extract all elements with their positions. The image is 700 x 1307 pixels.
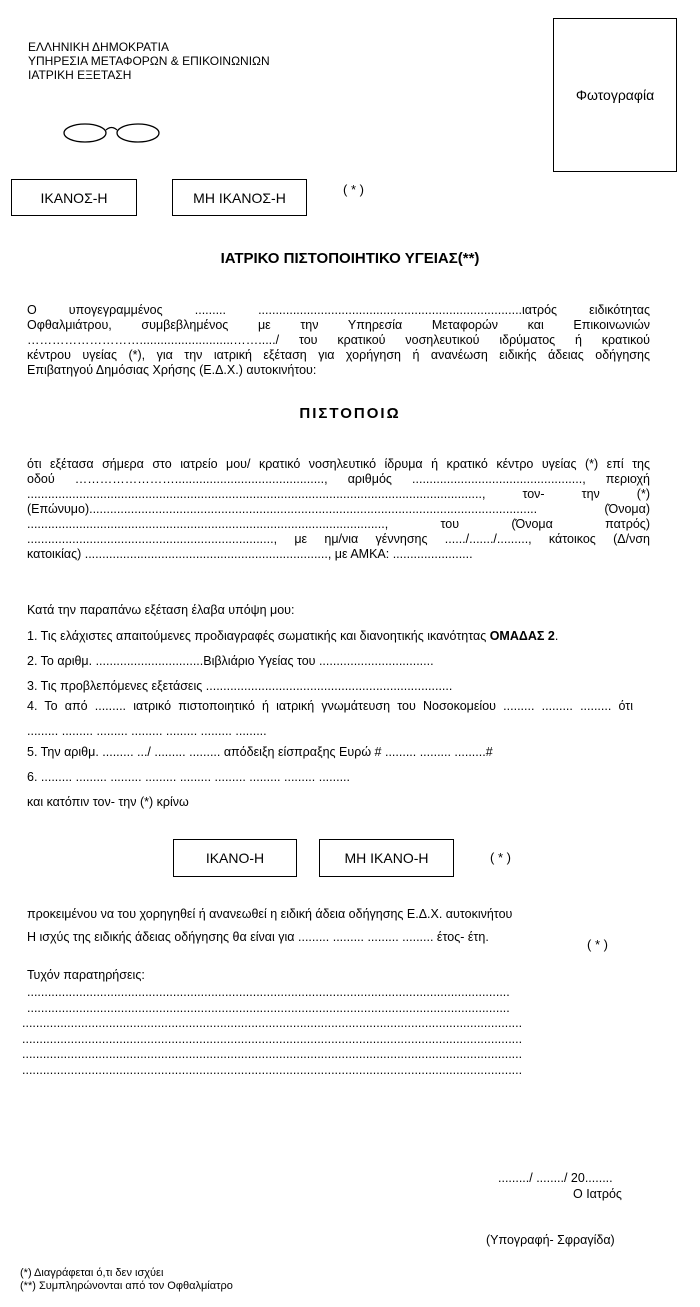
remarks-line: ................................................................................................................................................	[22, 1031, 523, 1046]
considered-item-1-end: .	[554, 629, 559, 643]
remarks-label: Τυχόν παρατηρήσεις:	[27, 968, 145, 982]
purpose-line: προκειμένου να του χορηγηθεί ή ανανεωθεί η ειδική άδεια οδήγησης Ε.Δ.Χ. αυτοκινήτου	[27, 907, 513, 921]
intro-line-1: Ο υπογεγραμμένος ......... ............................................................................ιατρός ειδικότητας	[27, 303, 650, 317]
certify-heading: ΠΙΣΤΟΠΟΙΩ	[299, 405, 401, 422]
examined-line-3: ..................................................................................................................................., τον- την (*)	[27, 487, 650, 501]
examined-paragraph	[27, 457, 650, 562]
validity-footnote-mark: ( * )	[587, 937, 608, 952]
considered-item-1-text: 1. Τις ελάχιστες απαιτούμενες προδιαγραφές σωματικής και διανοητικής ικανότητας	[27, 629, 487, 643]
photo-placeholder	[553, 18, 677, 172]
remarks-line: ...........................................................................................................................................	[27, 985, 510, 999]
decision-footnote-mark: ( * )	[490, 850, 511, 865]
considered-heading: Κατά την παραπάνω εξέταση έλαβα υπόψη μου:	[27, 603, 295, 617]
considered-item-3: 3. Τις προβλεπόμενες εξετάσεις .......................................................................	[27, 679, 453, 693]
option-unfit-box[interactable]	[172, 179, 307, 216]
header-line-2: ΥΠΗΡΕΣΙΑ ΜΕΤΑΦΟΡΩΝ & ΕΠΙΚΟΙΝΩΝΙΩΝ	[28, 54, 270, 68]
considered-item-4	[27, 699, 633, 714]
considered-item-4-line-2: ......... ......... ......... ......... ......... ......... .........	[27, 724, 267, 738]
intro-line-2: Οφθαλμιάτρου, συμβεβλημένος με την Υπηρεσία Μεταφορών και Επικοινωνιών	[27, 318, 650, 332]
intro-paragraph	[27, 303, 650, 378]
header-line-1: ΕΛΛΗΝΙΚΗ ΔΗΜΟΚΡΑΤΙΑ	[28, 40, 169, 54]
group-2-label: ΟΜΑΔΑΣ 2	[489, 629, 555, 643]
remarks-line: ................................................................................................................................................	[22, 1062, 523, 1077]
decision-fit-label: ΙΚΑΝΟ-Η	[205, 850, 265, 866]
footnote-2: (**) Συμπληρώνονται από τον Οφθαλμίατρο	[20, 1280, 233, 1292]
top-options-footnote-mark: ( * )	[343, 182, 364, 197]
intro-line-4: κέντρου υγείας (*), για την ιατρική εξέταση για χορήγηση ή ανανέωση ειδικής άδειας οδήγησης	[27, 348, 650, 362]
remarks-line: ................................................................................................................................................	[22, 1016, 523, 1030]
examined-line-6: ......................................................................., με ημ/νια γέννησης ....../......./........., κάτοικος (Δ/νση	[27, 532, 650, 546]
examined-line-7: κατοικίας) ......................................................................, με ΑΜΚΑ: .......................	[27, 547, 473, 561]
considered-item-6: 6. ......... ......... ......... ......... ......... ......... ......... ......... .........	[27, 770, 350, 784]
footnotes	[20, 1267, 233, 1293]
decision-fit-box[interactable]	[173, 839, 297, 877]
doctor-label: Ο Ιατρός	[573, 1187, 622, 1201]
remarks-line: ................................................................................................................................................	[22, 1047, 523, 1061]
examined-line-5: ......................................................................................................., του (Όνομα πατρός)	[27, 517, 650, 531]
option-unfit-label: ΜΗ ΙΚΑΝΟΣ-Η	[193, 189, 286, 206]
examined-line-4: (Επώνυμο)................................................................................................................................. (Όνομα)	[27, 502, 650, 516]
option-fit-label: ΙΚΑΝΟΣ-Η	[40, 189, 108, 206]
considered-item-2: 2. Το αριθμ. ...............................Βιβλιάριο Υγείας του .................................	[27, 654, 434, 668]
eyeglasses-icon	[58, 118, 178, 148]
option-fit-box[interactable]	[11, 179, 137, 216]
remarks-area[interactable]	[22, 985, 644, 1078]
intro-line-3: ………………………...........................……...../ του κρατικού νοσηλευτικού ιδρύματος ή κρατικού	[27, 333, 650, 347]
decision-unfit-label: ΜΗ ΙΚΑΝΟ-Η	[344, 850, 429, 866]
intro-line-5: Επιβατηγού Δημόσιας Χρήσης (Ε.Δ.Χ.) αυτοκινήτου:	[27, 363, 317, 377]
judgement-line: και κατόπιν τον- την (*) κρίνω	[27, 795, 189, 809]
header-line-3: ΙΑΤΡΙΚΗ ΕΞΕΤΑΣΗ	[28, 68, 132, 82]
signature-stamp-label: (Υπογραφή- Σφραγίδα)	[486, 1233, 615, 1247]
page-title: ΙΑΤΡΙΚΟ ΠΙΣΤΟΠΟΙΗΤΙΚΟ ΥΓΕΙΑΣ(**)	[220, 250, 480, 267]
considered-item-4-line-1: 4. Το από ......... ιατρικό πιστοποιητικό ή ιατρική γνωμάτευση του Νοσοκομείου ......... ......... ......... ότι	[27, 699, 633, 713]
considered-item-1	[27, 629, 558, 644]
photo-label: Φωτογραφία	[575, 87, 655, 103]
decision-unfit-box[interactable]	[319, 839, 454, 877]
footnote-1: (*) Διαγράφεται ό,τι δεν ισχύει	[20, 1267, 164, 1279]
remarks-line: ...........................................................................................................................................	[27, 1000, 510, 1015]
examined-line-1: ότι εξέτασα σήμερα στο ιατρείο μου/ κρατικό νοσηλευτικό ίδρυμα ή κρατικό κέντρο υγείας (*) επί της	[27, 457, 650, 471]
examined-line-2: οδού ……………………..........................................., αριθμός ................................................., περιοχή	[27, 472, 650, 486]
considered-item-5: 5. Την αριθμ. ......... .../ ......... ......... απόδειξη είσπραξης Ευρώ # ......... ......... .........#	[27, 745, 493, 759]
validity-line: Η ισχύς της ειδικής άδειας οδήγησης θα είναι για ......... ......... ......... ......... έτος- έτη.	[27, 930, 489, 944]
signature-date: ........./ ......../ 20........	[498, 1171, 613, 1185]
issuer-header	[28, 40, 270, 82]
